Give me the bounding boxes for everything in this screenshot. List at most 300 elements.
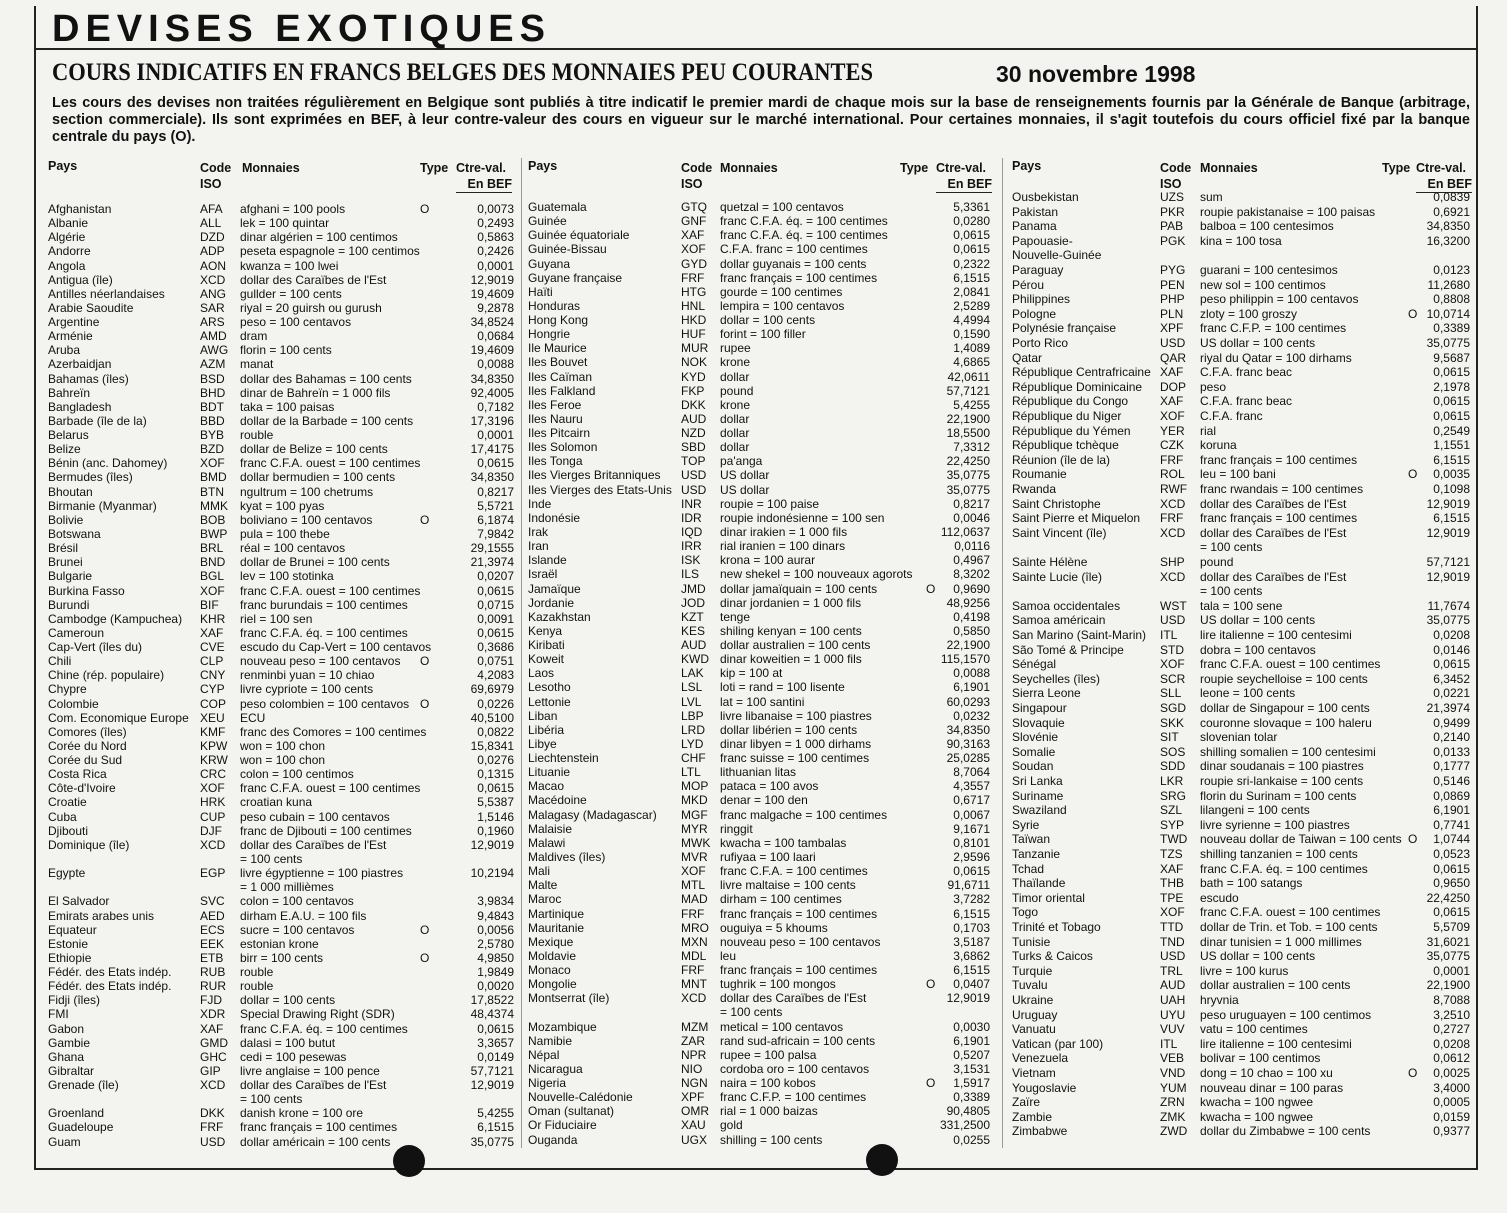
table-row xyxy=(48,598,514,612)
currency-name: dirham = 100 centimes xyxy=(720,892,842,907)
table-row xyxy=(1010,219,1472,233)
exchange-value: 0,0615 xyxy=(1433,905,1470,920)
table-row xyxy=(528,327,994,341)
exchange-value: 0,2727 xyxy=(1433,1022,1470,1037)
table-row xyxy=(48,1120,514,1134)
currency-name: krone xyxy=(720,355,751,370)
currency-name: gullder = 100 cents xyxy=(240,286,342,301)
currency-name: franc C.F.A. éq. = 100 centimes xyxy=(240,1021,408,1036)
exchange-value: 42,0611 xyxy=(947,369,990,384)
iso-code: PKR xyxy=(1160,204,1185,219)
currency-name: kina = 100 tosa xyxy=(1200,233,1282,248)
exchange-value: 0,0020 xyxy=(477,979,514,994)
iso-code: STD xyxy=(1160,642,1184,657)
exchange-value: 1,9849 xyxy=(477,965,514,980)
country-name: Somalie xyxy=(1012,744,1056,759)
country-name: Brunei xyxy=(48,555,83,570)
table-row xyxy=(1010,1008,1472,1022)
currency-name: dollar xyxy=(720,411,750,426)
table-row xyxy=(48,894,514,908)
table-row xyxy=(48,1050,514,1064)
exchange-value: 3,5187 xyxy=(953,934,990,949)
iso-code: EEK xyxy=(200,936,225,951)
exchange-value: 0,5863 xyxy=(477,230,514,245)
iso-code: ROL xyxy=(1160,467,1185,482)
table-row xyxy=(48,527,514,541)
exchange-value: 5,5721 xyxy=(477,498,514,513)
iso-code: ITL xyxy=(1160,628,1178,642)
country-name: Mozambique xyxy=(528,1019,597,1034)
table-row xyxy=(48,838,514,852)
exchange-value: 0,1777 xyxy=(1433,759,1470,774)
currency-name: rupee = 100 palsa xyxy=(720,1047,817,1062)
table-row xyxy=(528,582,994,596)
currency-name: kwacha = 100 ngwee xyxy=(1200,1109,1314,1124)
country-name: Rwanda xyxy=(1012,482,1057,496)
table-row xyxy=(48,810,514,824)
iso-code: EGP xyxy=(200,866,226,881)
currency-name: peso philippin = 100 centavos xyxy=(1200,292,1359,307)
exchange-value: 0,5850 xyxy=(953,623,990,638)
iso-code: FRF xyxy=(681,963,705,978)
iso-code: UZS xyxy=(1160,190,1184,204)
header-monnaies: Monnaies xyxy=(242,161,300,175)
exchange-value: 0,0612 xyxy=(1433,1051,1470,1066)
exchange-value: 0,0025 xyxy=(1433,1066,1470,1080)
exchange-value: 5,4255 xyxy=(477,1106,514,1121)
country-name: Namibie xyxy=(528,1033,573,1048)
country-name: Colombie xyxy=(48,696,99,711)
country-name: Bahamas (îles) xyxy=(48,371,129,386)
exchange-value: 6,1515 xyxy=(953,270,990,285)
currency-name: dollar xyxy=(720,369,750,384)
iso-code: JOD xyxy=(681,595,705,610)
iso-code: DZD xyxy=(200,230,225,245)
iso-code: RWF xyxy=(1160,482,1188,496)
table-row xyxy=(1010,205,1472,219)
currency-name: dollar américain = 100 cents xyxy=(240,1134,391,1149)
table-row xyxy=(48,372,514,386)
table-row xyxy=(1010,716,1472,730)
country-name: Israël xyxy=(528,567,558,582)
table-row xyxy=(48,824,514,838)
iso-code: HKD xyxy=(681,313,707,328)
iso-code: NZD xyxy=(681,426,706,441)
table-row xyxy=(48,273,514,287)
country-name: Moldavie xyxy=(528,948,577,963)
currency-name: sucre = 100 centavos xyxy=(240,922,355,937)
country-name: Chypre xyxy=(48,682,87,697)
iso-code: XAU xyxy=(681,1118,706,1133)
currency-name: afghani = 100 pools xyxy=(240,202,346,216)
iso-code: KPW xyxy=(200,738,228,753)
country-name: Saint Vincent (île) xyxy=(1012,525,1107,540)
iso-code: ILS xyxy=(681,567,700,582)
iso-code: ZRN xyxy=(1160,1095,1185,1110)
table-row xyxy=(528,200,994,214)
iso-code: PHP xyxy=(1160,292,1185,307)
currency-name: peso = 100 centavos xyxy=(240,315,352,330)
currency-name: shilling tanzanien = 100 cents xyxy=(1200,847,1358,861)
exchange-value: 4,3557 xyxy=(953,779,990,794)
country-name: Turks & Caicos xyxy=(1012,949,1093,964)
currency-name: C.F.A. franc xyxy=(1200,409,1263,423)
table-column-3 xyxy=(1010,158,1472,1139)
table-row xyxy=(528,468,994,482)
header-type: Type xyxy=(900,161,929,175)
iso-code: MOP xyxy=(681,779,709,794)
table-row xyxy=(528,822,994,836)
currency-name: leone = 100 cents xyxy=(1200,686,1296,701)
exchange-value: 17,8522 xyxy=(470,993,514,1008)
country-name: Ethiopie xyxy=(48,950,92,965)
header-en-bef: En BEF xyxy=(1416,176,1472,193)
country-name: Seychelles (îles) xyxy=(1012,671,1101,686)
iso-code: XCD xyxy=(1160,569,1186,584)
currency-name: lempira = 100 centavos xyxy=(720,298,845,313)
iso-code: BGL xyxy=(200,569,225,584)
iso-code: YER xyxy=(1160,423,1185,438)
exchange-value: 0,0822 xyxy=(477,724,514,739)
country-name: Papouasie- xyxy=(1012,233,1073,248)
rate-type: O xyxy=(1408,306,1418,321)
exchange-value: 57,7121 xyxy=(946,383,990,398)
exchange-value: 25,0285 xyxy=(946,751,990,766)
iso-code: KRW xyxy=(200,753,228,768)
exchange-value: 22,1900 xyxy=(1426,978,1470,993)
exchange-value: 1,5146 xyxy=(477,809,514,824)
country-name: Zaïre xyxy=(1012,1095,1041,1110)
iso-code: MDL xyxy=(681,948,707,963)
table-row xyxy=(48,612,514,626)
iso-code: XCD xyxy=(681,991,707,1006)
country-name: Vietnam xyxy=(1012,1066,1056,1080)
country-name: Kazakhstan xyxy=(528,609,591,624)
exchange-value: 35,0775 xyxy=(946,468,990,483)
table-row xyxy=(48,852,514,866)
table-row xyxy=(528,1090,994,1104)
exchange-value: 0,0149 xyxy=(477,1049,514,1064)
iso-code: KYD xyxy=(681,369,706,384)
currency-name: guarani = 100 centesimos xyxy=(1200,263,1338,277)
table-row xyxy=(1010,920,1472,934)
iso-code: CNY xyxy=(200,668,226,683)
table-row xyxy=(1010,365,1472,379)
exchange-value: 0,0073 xyxy=(477,202,514,216)
currency-name: kyat = 100 pyas xyxy=(240,498,325,513)
country-name: Vanuatu xyxy=(1012,1022,1056,1037)
table-row xyxy=(1010,876,1472,890)
exchange-value: 6,1515 xyxy=(1433,452,1470,467)
exchange-value: 60,0293 xyxy=(946,694,990,709)
country-name: Slovaquie xyxy=(1012,715,1065,730)
iso-code: ZMK xyxy=(1160,1109,1186,1124)
iso-code: ETB xyxy=(200,950,224,965)
country-name: Cuba xyxy=(48,809,77,824)
currency-name: leu xyxy=(720,948,737,963)
currency-name: livre libanaise = 100 piastres xyxy=(720,708,872,723)
iso-code: PGK xyxy=(1160,233,1186,248)
currency-name: dollar libérien = 100 cents xyxy=(720,722,858,737)
currency-name: dollar des Bahamas = 100 cents xyxy=(240,371,412,386)
exchange-value: 6,1874 xyxy=(477,512,514,527)
iso-code: INR xyxy=(681,496,702,511)
iso-code: AUD xyxy=(681,638,707,653)
iso-code: GIP xyxy=(200,1063,221,1078)
country-name: Timor oriental xyxy=(1012,890,1085,905)
iso-code: AWG xyxy=(200,343,229,358)
exchange-value: 0,0615 xyxy=(1433,657,1470,672)
country-name: Polynésie française xyxy=(1012,321,1117,336)
country-name: Corée du Sud xyxy=(48,753,123,768)
iso-code: USD xyxy=(1160,949,1186,964)
exchange-value: 0,0615 xyxy=(953,864,990,879)
iso-code: BMD xyxy=(200,470,227,485)
exchange-value: 0,0615 xyxy=(1433,861,1470,876)
header-iso: ISO xyxy=(1160,177,1182,191)
iso-code: WST xyxy=(1160,598,1187,613)
iso-code: KMF xyxy=(200,724,226,739)
country-name: Pakistan xyxy=(1012,204,1059,219)
iso-code: XAF xyxy=(681,228,705,243)
country-name: Zambie xyxy=(1012,1109,1053,1124)
currency-name: dollar = 100 cents xyxy=(240,993,336,1008)
country-name: Barbade (île de la) xyxy=(48,413,147,428)
country-name: Turquie xyxy=(1012,963,1053,978)
country-name: Iles Feroe xyxy=(528,397,582,412)
country-name: Aruba xyxy=(48,343,81,358)
table-row xyxy=(528,228,994,242)
iso-code: CHF xyxy=(681,751,706,766)
table-row xyxy=(1010,540,1472,554)
iso-code: BYB xyxy=(200,428,225,443)
currency-name: nouveau dollar de Taiwan = 100 cents xyxy=(1200,832,1402,847)
table-row xyxy=(528,1005,994,1019)
iso-code: TZS xyxy=(1160,847,1183,861)
exchange-value: 0,0030 xyxy=(953,1019,990,1034)
exchange-value: 115,1570 xyxy=(940,652,990,667)
exchange-value: 0,0839 xyxy=(1433,190,1470,204)
currency-name: gold xyxy=(720,1118,743,1133)
table-row xyxy=(48,1007,514,1021)
country-name: Pérou xyxy=(1012,277,1045,292)
table-row xyxy=(1010,745,1472,759)
table-row xyxy=(1010,248,1472,262)
currency-name: krona = 100 aurar xyxy=(720,553,816,568)
table-row xyxy=(1010,307,1472,321)
iso-code: XAF xyxy=(200,625,224,640)
exchange-value: 12,9019 xyxy=(470,272,514,287)
iso-code: AON xyxy=(200,258,227,273)
country-name: Algérie xyxy=(48,230,86,245)
exchange-value: 15,8341 xyxy=(470,738,514,753)
iso-code: TRL xyxy=(1160,963,1183,978)
iso-code: UAH xyxy=(1160,993,1186,1007)
header-iso: ISO xyxy=(200,177,222,191)
currency-name: dollar australien = 100 cents xyxy=(1200,978,1351,993)
country-name: Bangladesh xyxy=(48,399,112,414)
table-row xyxy=(528,652,994,666)
exchange-value: 34,8350 xyxy=(946,722,990,737)
table-row xyxy=(528,1104,994,1118)
country-name: Gambie xyxy=(48,1035,91,1050)
currency-name: dong = 10 chao = 100 xu xyxy=(1200,1066,1333,1080)
currency-name: kwanza = 100 lwei xyxy=(240,258,339,273)
country-name: Côte-d'Ivoire xyxy=(48,781,116,796)
iso-code: BTN xyxy=(200,484,224,499)
country-name: Tuvalu xyxy=(1012,978,1048,993)
country-name: Bhoutan xyxy=(48,484,93,499)
currency-name: won = 100 chon xyxy=(240,738,326,753)
iso-code: LSL xyxy=(681,680,703,695)
country-name: Irak xyxy=(528,524,549,539)
exchange-value: 0,1098 xyxy=(1433,482,1470,496)
rate-type: O xyxy=(420,512,430,527)
iso-code: SLL xyxy=(1160,686,1182,701)
country-name: Népal xyxy=(528,1047,560,1062)
exchange-value: 48,4374 xyxy=(470,1007,514,1022)
rate-type: O xyxy=(420,696,430,711)
exchange-value: 3,6862 xyxy=(953,948,990,963)
country-name: Nouvelle-Calédonie xyxy=(528,1090,633,1105)
header-ctre-val: Ctre-val. xyxy=(1416,161,1467,175)
country-name: Nigeria xyxy=(528,1076,567,1091)
currency-name: shilling = 100 cents xyxy=(720,1132,823,1147)
currency-name: dollar des Caraïbes de l'Est xyxy=(720,991,867,1006)
currency-name: colon = 100 centavos xyxy=(240,894,354,909)
exchange-value: 48,9256 xyxy=(946,595,990,610)
country-name: Arménie xyxy=(48,329,93,344)
currency-name: lithuanian litas xyxy=(720,765,797,780)
exchange-value: 0,0715 xyxy=(477,597,514,612)
currency-name: bath = 100 satangs xyxy=(1200,876,1303,891)
country-name: FMI xyxy=(48,1007,69,1022)
iso-code: MGF xyxy=(681,807,708,822)
table-row xyxy=(528,991,994,1005)
country-name: Nicaragua xyxy=(528,1061,583,1076)
currency-name: dinar tunisien = 1 000 millimes xyxy=(1200,934,1362,949)
exchange-value: 112,0637 xyxy=(940,524,990,539)
exchange-value: 57,7121 xyxy=(470,1063,514,1078)
currency-name: franc C.F.A. ouest = 100 centimes xyxy=(240,456,421,471)
currency-name: dinar algérien = 100 centimos xyxy=(240,230,398,245)
iso-code: XOF xyxy=(1160,409,1185,423)
exchange-value: 3,1531 xyxy=(953,1061,990,1076)
currency-name: ringgit xyxy=(720,821,753,836)
currency-name: franc français = 100 centimes xyxy=(1200,511,1358,526)
exchange-value: 0,1960 xyxy=(477,823,514,838)
table-row xyxy=(48,1022,514,1036)
exchange-value: 17,4175 xyxy=(470,442,514,457)
currency-name: livre anglaise = 100 pence xyxy=(240,1063,380,1078)
country-name: Iles Caïman xyxy=(528,369,593,384)
table-row xyxy=(48,923,514,937)
country-name: Martinique xyxy=(528,906,585,921)
table-row xyxy=(528,949,994,963)
currency-name: dollar jamaïquain = 100 cents xyxy=(720,581,878,596)
table-row xyxy=(48,513,514,527)
currency-name: dram xyxy=(240,329,268,344)
country-name: Malagasy (Madagascar) xyxy=(528,807,657,822)
country-name: Croatie xyxy=(48,795,87,810)
table-row xyxy=(1010,789,1472,803)
iso-code: YUM xyxy=(1160,1080,1187,1095)
iso-code: MKD xyxy=(681,793,708,808)
iso-code: BRL xyxy=(200,541,224,556)
exchange-value: 0,0226 xyxy=(477,696,514,711)
exchange-value: 0,0615 xyxy=(1433,394,1470,409)
exchange-value: 57,7121 xyxy=(1426,555,1470,569)
iso-code: AUD xyxy=(1160,978,1186,993)
table-row xyxy=(48,541,514,555)
country-name: Islande xyxy=(528,553,567,568)
iso-code: XCD xyxy=(1160,496,1186,511)
currency-name: dollar des Caraïbes de l'Est xyxy=(240,837,387,852)
iso-code: MYR xyxy=(681,821,708,836)
country-name: Paraguay xyxy=(1012,263,1064,277)
currency-name: rial = 1 000 baizas xyxy=(720,1104,818,1119)
table-row xyxy=(1010,803,1472,817)
country-name: Albanie xyxy=(48,216,89,231)
currency-name: peso xyxy=(1200,379,1227,394)
table-row xyxy=(48,414,514,428)
exchange-value: 0,9499 xyxy=(1433,715,1470,730)
iso-code: GTQ xyxy=(681,200,707,214)
currency-name: dinar libyen = 1 000 dirhams xyxy=(720,736,872,751)
country-name: Suriname xyxy=(1012,788,1064,803)
country-name: Guyane française xyxy=(528,270,623,285)
country-name: République du Yémen xyxy=(1012,423,1131,438)
iso-code: DJF xyxy=(200,823,222,838)
country-name: Cameroun xyxy=(48,625,105,640)
currency-name: lire italienne = 100 centesimi xyxy=(1200,1036,1352,1051)
iso-code: MNT xyxy=(681,977,707,992)
country-name: Bénin (anc. Dahomey) xyxy=(48,456,168,471)
exchange-value: 6,1901 xyxy=(953,680,990,695)
table-row xyxy=(528,553,994,567)
iso-code: SVC xyxy=(200,894,225,909)
exchange-value: 5,5387 xyxy=(477,795,514,810)
iso-code: KHR xyxy=(200,611,226,626)
table-row xyxy=(48,569,514,583)
country-name: Mexique xyxy=(528,934,574,949)
currency-name: dinar jordanien = 1 000 fils xyxy=(720,595,862,610)
country-name: Inde xyxy=(528,496,552,511)
currency-name: peso colombien = 100 centavos xyxy=(240,696,410,711)
country-name: Togo xyxy=(1012,905,1039,920)
iso-code: GHC xyxy=(200,1049,227,1064)
country-name: Tunisie xyxy=(1012,934,1051,949)
currency-name: rial iranien = 100 dinars xyxy=(720,539,846,554)
table-row xyxy=(1010,278,1472,292)
header-code: Code xyxy=(200,161,232,175)
iso-code: THB xyxy=(1160,876,1184,891)
table-row xyxy=(48,1106,514,1120)
iso-code: RUB xyxy=(200,965,226,980)
table-row xyxy=(48,654,514,668)
currency-name: lilangeni = 100 cents xyxy=(1200,803,1310,818)
table-row xyxy=(48,795,514,809)
table-row xyxy=(1010,657,1472,671)
exchange-value: 90,3163 xyxy=(946,736,990,751)
country-name: Guadeloupe xyxy=(48,1120,114,1135)
country-name: Nouvelle-Guinée xyxy=(1012,248,1102,263)
iso-code: UYU xyxy=(1160,1007,1186,1022)
iso-code: MRO xyxy=(681,920,709,935)
table-row xyxy=(528,921,994,935)
iso-code: LRD xyxy=(681,722,706,737)
iso-code: CLP xyxy=(200,654,224,669)
